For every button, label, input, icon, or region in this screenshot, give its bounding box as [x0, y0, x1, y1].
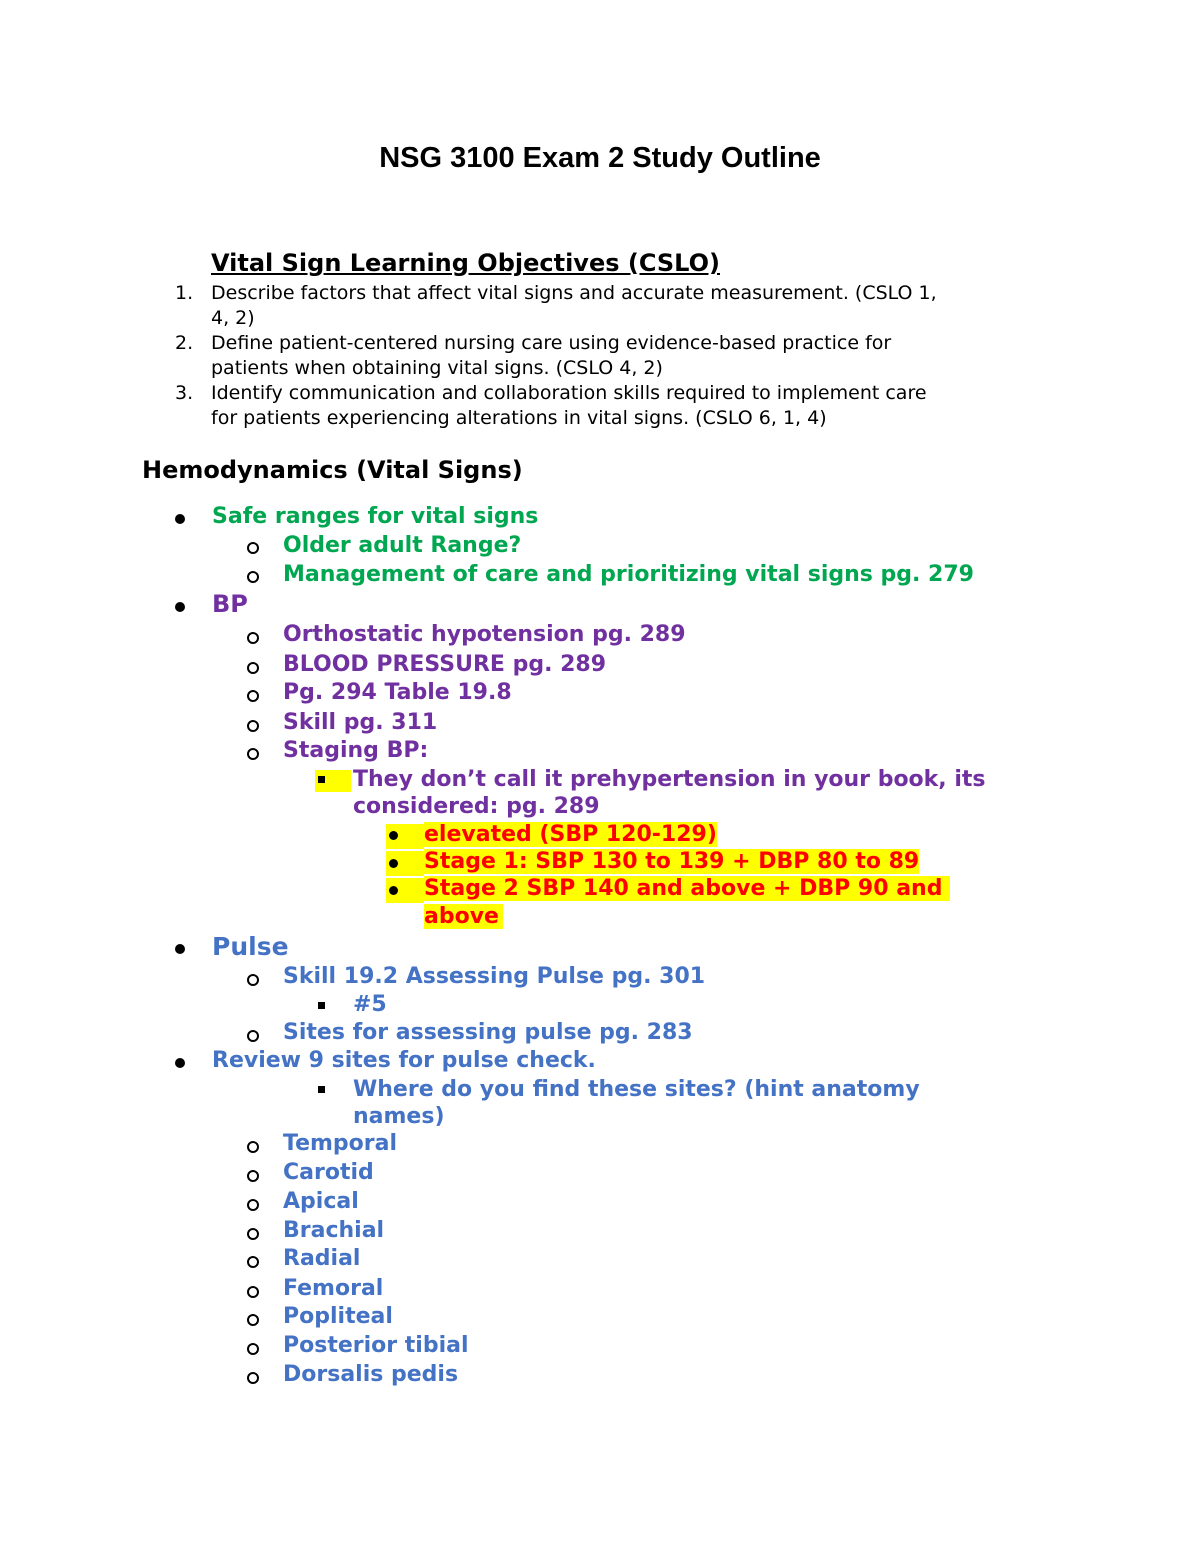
objective-number: 1.	[175, 282, 194, 304]
bullet-dot-icon	[389, 886, 398, 895]
objective-item	[175, 331, 1041, 381]
bullet-ring-icon	[247, 1343, 259, 1355]
pulse-sites-item: Sites for assessing pulse pg. 283	[283, 1020, 693, 1045]
bp-sub-item: BLOOD PRESSURE pg. 289	[283, 652, 607, 677]
review-question-wrap: names)	[353, 1104, 445, 1129]
pulse-site-item: Carotid	[283, 1160, 374, 1185]
bp-item: BP	[212, 590, 248, 618]
pulse-site-item: Apical	[283, 1189, 359, 1214]
pulse-skill-item: Skill 19.2 Assessing Pulse pg. 301	[283, 964, 706, 989]
bullet-ring-icon	[247, 1314, 259, 1326]
page-title: NSG 3100 Exam 2 Study Outline	[379, 142, 821, 174]
bullet-ring-icon	[247, 974, 259, 986]
review-question: Where do you find these sites? (hint anatomy	[353, 1077, 920, 1102]
objective-text: Describe factors that affect vital signs and accurate measurement. (CSLO 1,	[211, 282, 937, 304]
objective-text-wrap: patients when obtaining vital signs. (CSLO 4, 2)	[211, 357, 663, 379]
bullet-square-icon	[318, 1086, 325, 1093]
bp-sub-item: Staging BP:	[283, 738, 429, 763]
objective-number: 3.	[175, 382, 194, 404]
older-adult-item: Older adult Range?	[283, 533, 522, 558]
bp-sub-item: Orthostatic hypotension pg. 289	[283, 622, 686, 647]
bullet-square-icon	[318, 776, 325, 783]
pulse-site-item: Posterior tibial	[283, 1333, 469, 1358]
pulse-site-item: Popliteal	[283, 1304, 393, 1329]
bullet-ring-icon	[247, 1170, 259, 1182]
bullet-dot-icon	[175, 1058, 185, 1068]
objective-text-wrap: for patients experiencing alterations in vital signs. (CSLO 6, 1, 4)	[211, 407, 827, 429]
bullet-ring-icon	[247, 1256, 259, 1268]
bp-sub-item: Skill pg. 311	[283, 710, 438, 735]
pulse-skill-sub: #5	[353, 992, 387, 1017]
bullet-ring-icon	[247, 690, 259, 702]
bp-stage-item: elevated (SBP 120-129)	[424, 822, 717, 847]
pulse-site-item: Femoral	[283, 1276, 384, 1301]
objective-text: Define patient-centered nursing care using evidence-based practice for	[211, 332, 892, 354]
bullet-dot-icon	[175, 514, 185, 524]
safe-ranges-item: Safe ranges for vital signs	[212, 504, 539, 529]
bullet-ring-icon	[247, 632, 259, 644]
objective-text: Identify communication and collaboration skills required to implement care	[211, 382, 927, 404]
pulse-site-item: Temporal	[283, 1131, 398, 1156]
bullet-ring-icon	[247, 662, 259, 674]
bp-stage-item: Stage 2 SBP 140 and above + DBP 90 and	[424, 876, 950, 901]
bp-note-line: They don’t call it prehypertension in your book, its	[353, 767, 986, 792]
bullet-dot-icon	[389, 831, 398, 840]
bullet-ring-icon	[247, 1030, 259, 1042]
hemodynamics-heading: Hemodynamics (Vital Signs)	[142, 456, 523, 484]
bp-sub-item: Pg. 294 Table 19.8	[283, 680, 512, 705]
objectives-list	[175, 281, 1041, 431]
objective-text-wrap: 4, 2)	[211, 307, 255, 329]
pulse-site-item: Dorsalis pedis	[283, 1362, 459, 1387]
review-item: Review 9 sites for pulse check.	[212, 1048, 596, 1073]
bp-note-line-wrap: considered: pg. 289	[353, 794, 600, 819]
bullet-dot-icon	[175, 602, 185, 612]
objective-item	[175, 381, 1041, 431]
bullet-square-icon	[318, 1002, 325, 1009]
bullet-ring-icon	[247, 1372, 259, 1384]
objectives-heading: Vital Sign Learning Objectives (CSLO)	[211, 249, 720, 277]
pulse-site-item: Radial	[283, 1246, 361, 1271]
pulse-item: Pulse	[212, 932, 289, 961]
bullet-ring-icon	[247, 542, 259, 554]
bullet-ring-icon	[247, 1286, 259, 1298]
objective-item	[175, 281, 1041, 331]
bullet-ring-icon	[247, 571, 259, 583]
objective-number: 2.	[175, 332, 194, 354]
bullet-dot-icon	[175, 944, 185, 954]
bp-stage-item: Stage 1: SBP 130 to 139 + DBP 80 to 89	[424, 849, 920, 874]
bullet-ring-icon	[247, 748, 259, 760]
bullet-ring-icon	[247, 1199, 259, 1211]
bullet-ring-icon	[247, 720, 259, 732]
bullet-ring-icon	[247, 1141, 259, 1153]
bp-stage-item-wrap: above	[424, 904, 503, 929]
bullet-dot-icon	[389, 859, 398, 868]
management-item: Management of care and prioritizing vital signs pg. 279	[283, 562, 974, 587]
bullet-ring-icon	[247, 1228, 259, 1240]
pulse-site-item: Brachial	[283, 1218, 385, 1243]
